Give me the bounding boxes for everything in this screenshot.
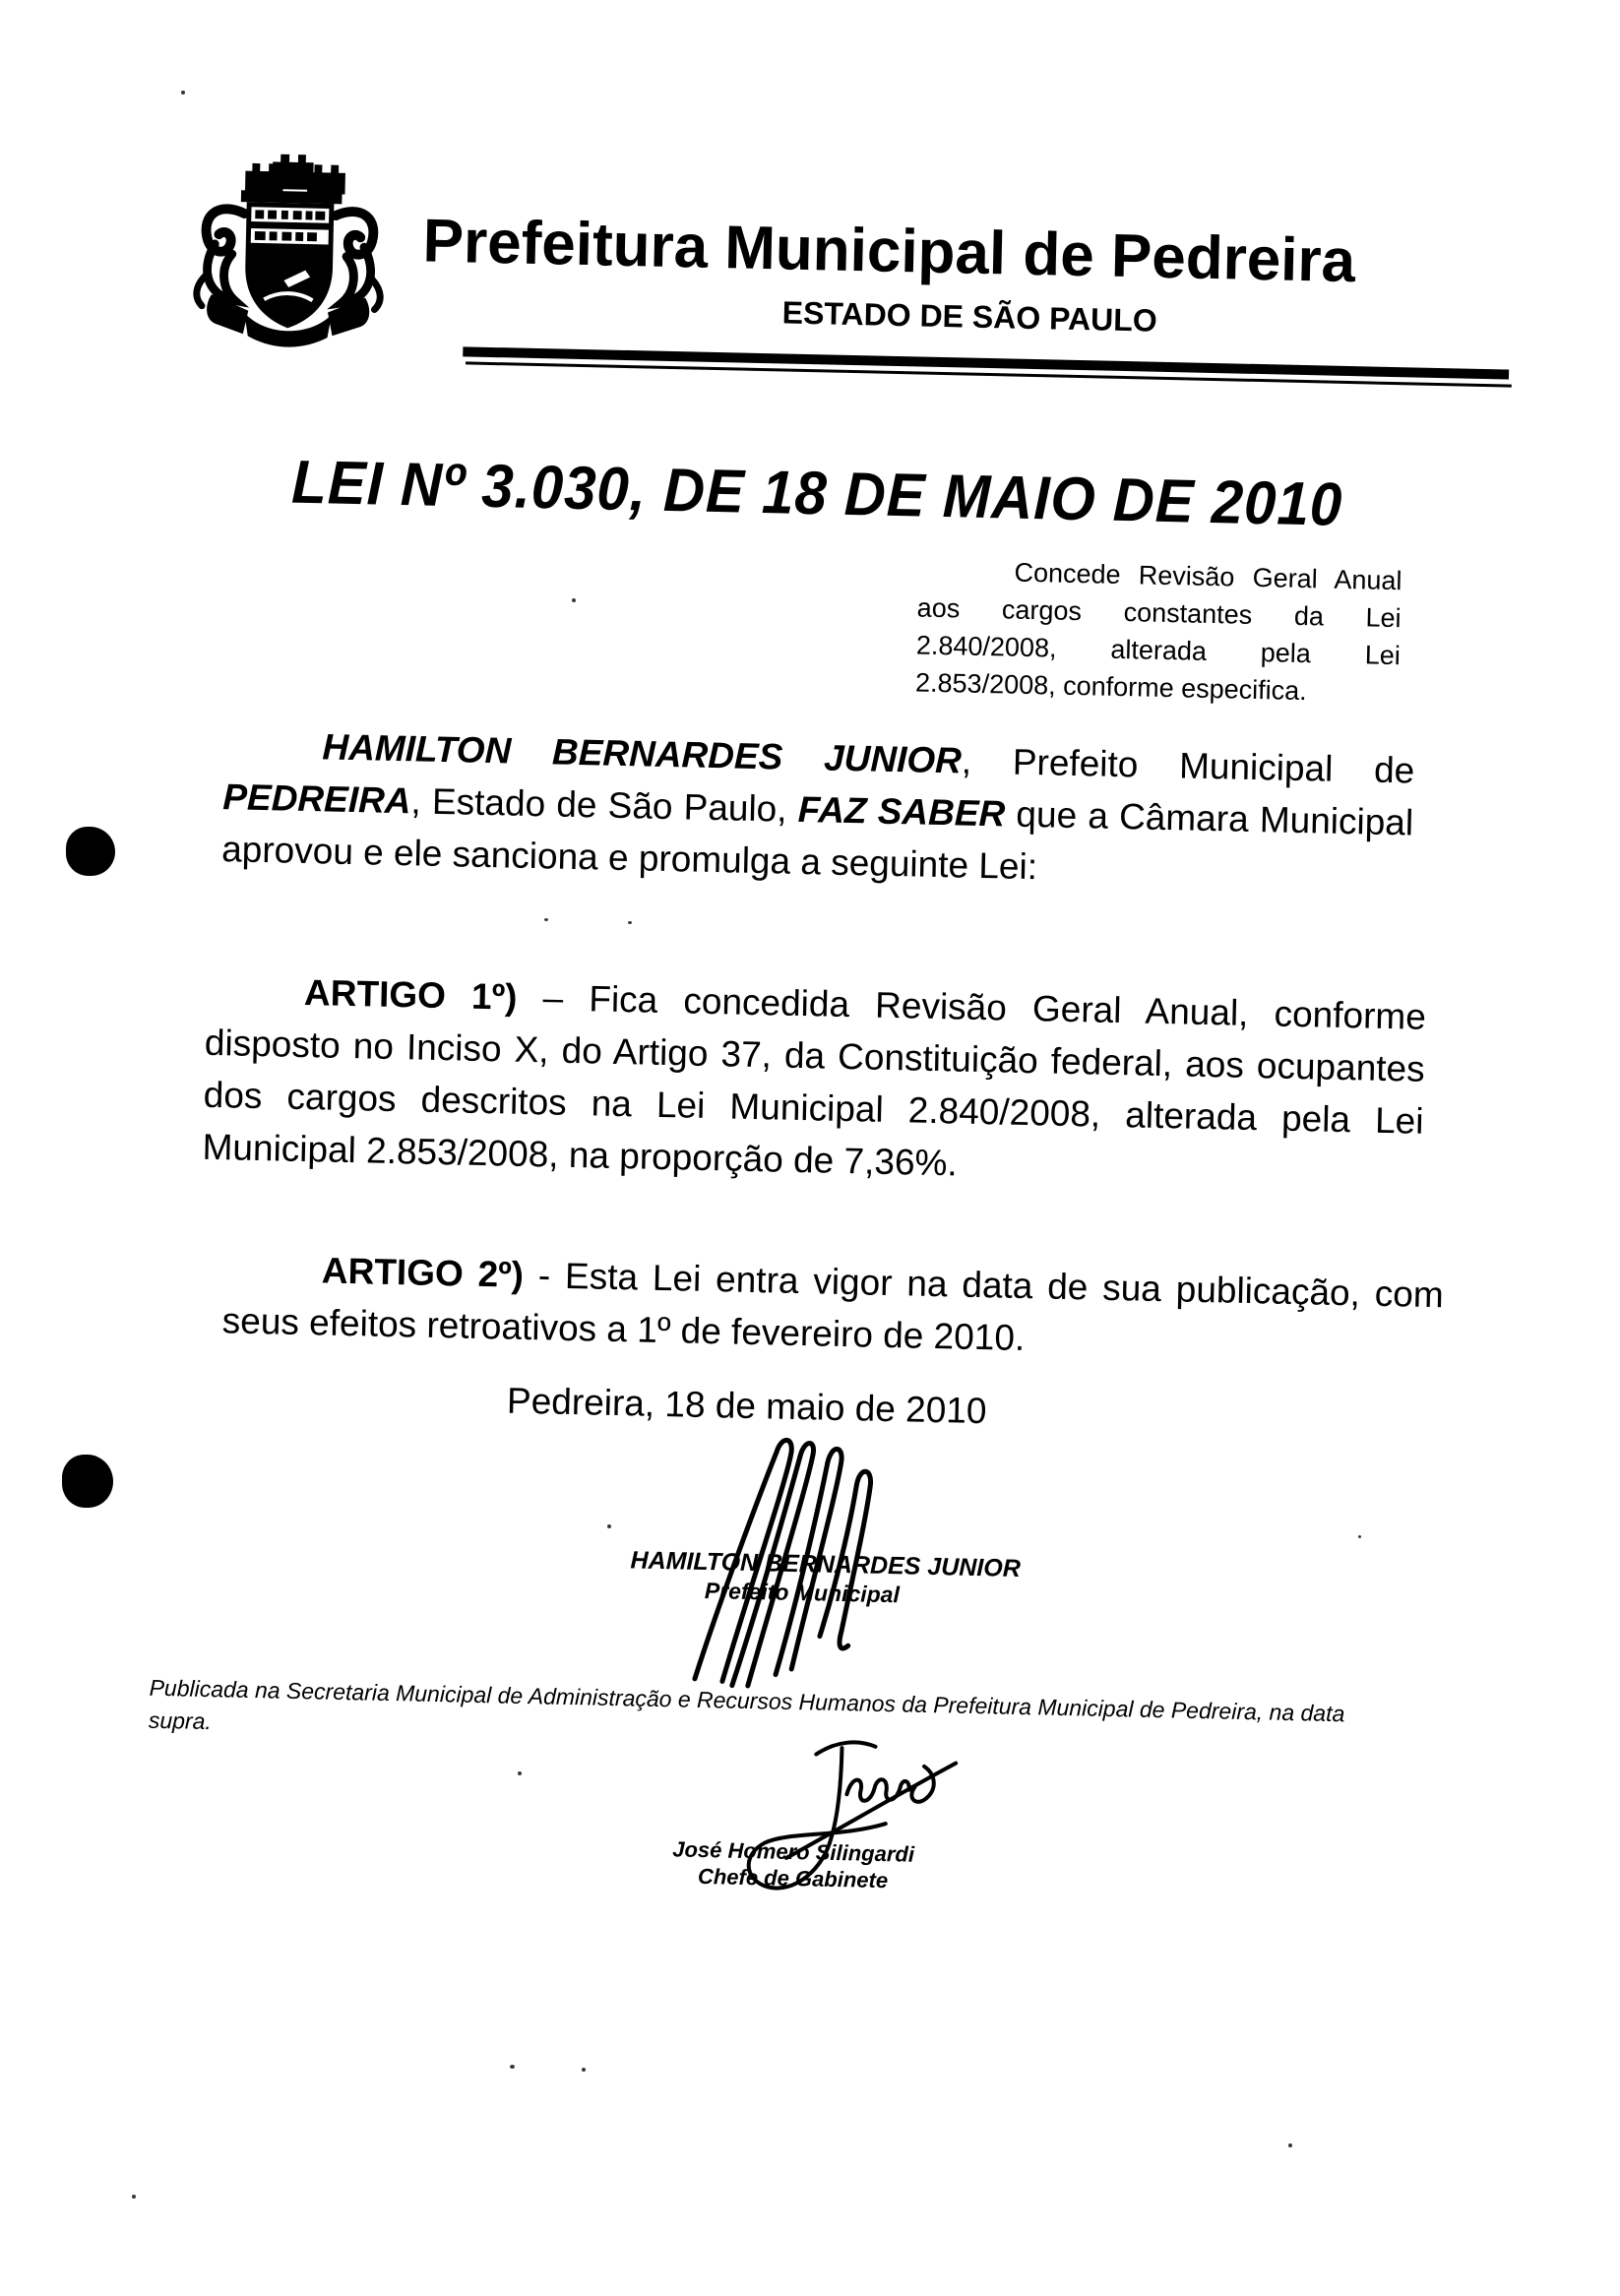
scan-speck (544, 918, 548, 921)
preamble-text: que a Câmara Municipal aprovou e ele sanciona e promulga a seguinte Lei: (220, 793, 1414, 888)
scan-speck (518, 1771, 522, 1775)
scan-speck (607, 1524, 611, 1528)
signer-name: José Homero Silingardi (672, 1836, 915, 1867)
dateline: Pedreira, 18 de maio de 2010 (506, 1380, 987, 1432)
scan-speck (1288, 2143, 1292, 2147)
signer-role: Chefe de Gabinete (697, 1863, 889, 1893)
scan-speck (582, 2068, 586, 2072)
article-1-paragraph (202, 964, 1426, 1200)
summary-line: Concede Revisão Geral Anual (1014, 557, 1402, 596)
scan-speck (181, 91, 185, 94)
faz-saber-inline: FAZ SABER (797, 788, 1006, 835)
law-summary (915, 551, 1402, 712)
summary-line: aos cargos constantes da Lei (916, 592, 1402, 634)
scan-speck (628, 921, 632, 924)
article-2-text: - Esta Lei entra vigor na data de sua publicação, com seus efeitos retroativos a 1º de fevereiro de 2010. (221, 1254, 1445, 1359)
punch-hole-mark (62, 1455, 113, 1508)
article-1-text: – Fica concedida Revisão Geral Anual, conforme disposto no Inciso X, do Artigo 37, da Constituição federal, aos ocupantes dos cargos descritos na Lei Municipal 2.840/2008, alterada pela Lei Municipal 2.853/2008, na proporção de 7,36%. (202, 976, 1427, 1184)
signature-block-chief-of-staff (654, 1835, 931, 1894)
scan-speck (572, 598, 576, 602)
law-title: LEI Nº 3.030, DE 18 DE MAIO DE 2010 (290, 448, 1343, 539)
scan-speck (510, 2065, 515, 2069)
signer-name: HAMILTON BERNARDES JUNIOR (630, 1546, 1022, 1582)
article-1-lead: ARTIGO 1º) (303, 971, 518, 1018)
article-2-lead: ARTIGO 2º) (321, 1250, 525, 1295)
preamble-text: , Prefeito Municipal de (961, 740, 1415, 791)
city-name-inline: PEDREIRA (221, 776, 411, 822)
publication-note: Publicada na Secretaria Municipal de Administração e Recursos Humanos da Prefeitura Municipal de Pedreira, na data supra. (148, 1674, 1345, 1735)
preamble-text: , Estado de São Paulo, (410, 780, 799, 830)
summary-line: 2.853/2008, conforme especifica. (914, 667, 1308, 707)
coat-of-arms-icon (185, 148, 393, 355)
summary-line: 2.840/2008, alterada pela Lei (915, 630, 1402, 671)
organization-subtitle: ESTADO DE SÃO PAULO (781, 294, 1158, 339)
scan-speck (132, 2195, 136, 2199)
signer-role: Prefeito Municipal (704, 1578, 901, 1608)
article-2-paragraph (221, 1242, 1444, 1373)
scan-speck (1358, 1535, 1361, 1538)
preamble-paragraph (221, 718, 1415, 900)
mayor-name-inline: HAMILTON BERNARDES JUNIOR (322, 726, 963, 781)
organization-name: Prefeitura Municipal de Pedreira (422, 207, 1356, 296)
signature-block-mayor (630, 1545, 1022, 1610)
punch-hole-mark (66, 827, 115, 876)
